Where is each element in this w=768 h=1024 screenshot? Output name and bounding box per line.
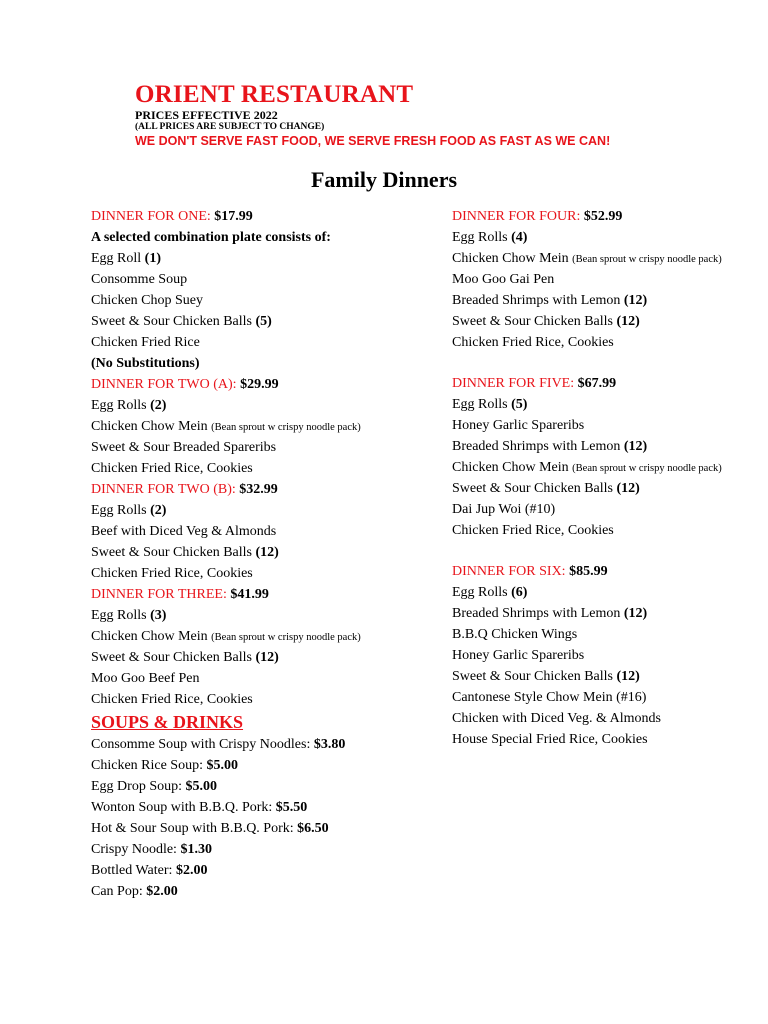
menu-item: Chicken Chow Mein (Bean sprout w crispy noodle pack) xyxy=(452,460,722,475)
dinner-price: $32.99 xyxy=(239,482,278,497)
menu-item: Moo Goo Beef Pen xyxy=(91,671,200,686)
soup-item: Egg Drop Soup: $5.00 xyxy=(91,779,217,794)
drink-item: Bottled Water: $2.00 xyxy=(91,863,208,878)
dinner-price: $67.99 xyxy=(577,376,617,391)
spacer xyxy=(452,551,762,561)
dinner-price: $29.99 xyxy=(240,377,279,392)
menu-item: Sweet & Sour Chicken Balls (12) xyxy=(452,481,640,496)
spacer xyxy=(452,353,762,363)
dinner-price: $41.99 xyxy=(230,587,269,602)
soup-item: Chicken Rice Soup: $5.00 xyxy=(91,758,238,773)
menu-item: Chicken Chow Mein (Bean sprout w crispy noodle pack) xyxy=(452,251,722,266)
menu-item: Chicken with Diced Veg. & Almonds xyxy=(452,711,661,726)
menu-item: Consomme Soup xyxy=(91,272,188,287)
left-column xyxy=(91,206,436,902)
menu-item: Sweet & Sour Chicken Balls (5) xyxy=(91,314,272,329)
slogan: WE DON'T SERVE FAST FOOD, WE SERVE FRESH FOOD AS FAST AS WE CAN! xyxy=(135,134,611,148)
menu-item: Honey Garlic Spareribs xyxy=(452,648,585,663)
menu-item: Cantonese Style Chow Mein (#16) xyxy=(452,690,647,705)
menu-item: Egg Rolls (3) xyxy=(91,608,167,623)
menu-item: Egg Roll (1) xyxy=(91,251,161,266)
dinner-label: DINNER FOR TWO (A): xyxy=(91,377,237,392)
combination-intro: A selected combination plate consists of: xyxy=(91,230,331,245)
menu-item: Beef with Diced Veg & Almonds xyxy=(91,524,277,539)
dinner-heading xyxy=(91,206,436,227)
menu-item: Egg Rolls (2) xyxy=(91,398,167,413)
no-substitutions-note: (No Substitutions) xyxy=(91,356,200,371)
menu-item: Chicken Fried Rice, Cookies xyxy=(452,523,614,538)
menu-item: Sweet & Sour Chicken Balls (12) xyxy=(452,314,640,329)
menu-item: Breaded Shrimps with Lemon (12) xyxy=(452,439,648,454)
dinner-heading xyxy=(91,479,436,500)
menu-item: Chicken Fried Rice xyxy=(91,335,200,350)
dinner-price: $17.99 xyxy=(214,209,253,224)
menu-item: House Special Fried Rice, Cookies xyxy=(452,732,648,747)
dinner-heading xyxy=(91,374,436,395)
drink-item: Crispy Noodle: $1.30 xyxy=(91,842,212,857)
right-column xyxy=(452,206,762,750)
menu-item: Sweet & Sour Chicken Balls (12) xyxy=(452,669,640,684)
dinner-heading xyxy=(452,561,762,582)
dinner-price: $85.99 xyxy=(569,564,608,579)
menu-item: Egg Rolls (2) xyxy=(91,503,167,518)
prices-effective: PRICES EFFECTIVE 2022 xyxy=(135,108,278,122)
dinner-label: DINNER FOR FOUR: xyxy=(452,209,581,224)
menu-item: Chicken Fried Rice, Cookies xyxy=(91,461,253,476)
menu-item: Chicken Chow Mein (Bean sprout w crispy noodle pack) xyxy=(91,629,361,644)
dinner-heading xyxy=(452,373,762,394)
soup-item: Wonton Soup with B.B.Q. Pork: $5.50 xyxy=(91,800,308,815)
dinner-price: $52.99 xyxy=(583,209,623,224)
menu-item: Breaded Shrimps with Lemon (12) xyxy=(452,606,648,621)
prices-subject-note: (ALL PRICES ARE SUBJECT TO CHANGE) xyxy=(135,122,325,132)
drink-item: Can Pop: $2.00 xyxy=(91,884,178,899)
dinner-heading xyxy=(91,584,436,605)
dinner-label: DINNER FOR FIVE: xyxy=(452,376,575,391)
menu-item: Sweet & Sour Chicken Balls (12) xyxy=(91,650,279,665)
menu-item: Chicken Fried Rice, Cookies xyxy=(91,692,253,707)
soups-drinks-heading: SOUPS & DRINKS xyxy=(91,712,244,732)
menu-item: Egg Rolls (5) xyxy=(452,397,528,412)
menu-item: Sweet & Sour Chicken Balls (12) xyxy=(91,545,279,560)
soup-item: Hot & Sour Soup with B.B.Q. Pork: $6.50 xyxy=(91,821,329,836)
menu-item: B.B.Q Chicken Wings xyxy=(452,627,578,642)
spacer xyxy=(452,541,762,551)
menu-item: Egg Rolls (4) xyxy=(452,230,528,245)
menu-item: Chicken Fried Rice, Cookies xyxy=(91,566,253,581)
dinner-label: DINNER FOR SIX: xyxy=(452,564,566,579)
menu-item: Honey Garlic Spareribs xyxy=(452,418,585,433)
dinner-heading xyxy=(452,206,762,227)
section-title: Family Dinners xyxy=(310,167,458,192)
menu-item: Breaded Shrimps with Lemon (12) xyxy=(452,293,648,308)
spacer xyxy=(452,363,762,373)
menu-item: Egg Rolls (6) xyxy=(452,585,528,600)
dinner-label: DINNER FOR THREE: xyxy=(91,587,227,602)
menu-item: Chicken Chow Mein (Bean sprout w crispy noodle pack) xyxy=(91,419,361,434)
soup-item: Consomme Soup with Crispy Noodles: $3.80 xyxy=(91,737,346,752)
dinner-label: DINNER FOR ONE: xyxy=(91,209,211,224)
restaurant-title: ORIENT RESTAURANT xyxy=(135,81,414,108)
menu-item: Chicken Chop Suey xyxy=(91,293,203,308)
dinner-label: DINNER FOR TWO (B): xyxy=(91,482,236,497)
menu-item: Moo Goo Gai Pen xyxy=(452,272,555,287)
menu-item: Chicken Fried Rice, Cookies xyxy=(452,335,614,350)
menu-item: Dai Jup Woi (#10) xyxy=(452,502,556,517)
menu-item: Sweet & Sour Breaded Spareribs xyxy=(91,440,277,455)
